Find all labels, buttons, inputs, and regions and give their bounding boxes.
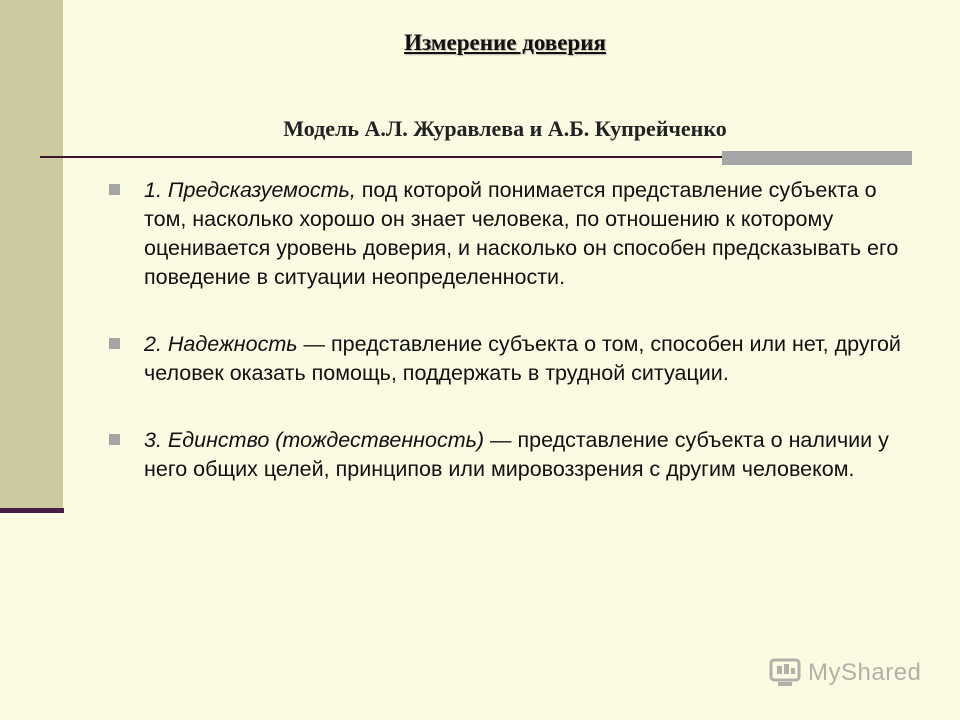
square-bullet-icon xyxy=(109,184,120,195)
slide-title: Измерение доверия xyxy=(404,30,606,55)
bullet-text: — представление субъекта о том, способен или нет, другой человек оказать помощь, поддержать в трудной ситуации. xyxy=(144,332,901,385)
list-item xyxy=(106,330,906,388)
bullet-text: под которой понимается представление субъекта о том, насколько хорошо он знает человека, по отношению к которому оценивается уровень доверия, и насколько он способен предсказывать его поведение в ситуации неопределенности. xyxy=(144,178,899,289)
bullet-term: 3. Единство (тождественность) xyxy=(144,428,485,452)
list-item xyxy=(106,426,906,484)
bullet-term: 2. Надежность xyxy=(144,332,298,356)
square-bullet-icon xyxy=(109,338,120,349)
myshared-logo-icon xyxy=(768,658,802,688)
bullet-term: 1. Предсказуемость, xyxy=(144,178,356,202)
side-accent-rule xyxy=(0,508,64,513)
list-item xyxy=(106,176,906,292)
myshared-watermark xyxy=(768,658,921,688)
square-bullet-icon xyxy=(109,434,120,445)
bullet-text: — представление субъекта о наличии у него общих целей, принципов или мировоззрения с другим человеком. xyxy=(144,428,889,481)
bullet-list xyxy=(106,176,906,522)
side-band xyxy=(0,0,63,513)
header-divider-bar xyxy=(722,151,912,165)
slide-subtitle: Модель А.Л. Журавлева и А.Б. Купрейченко xyxy=(283,116,727,141)
watermark-text: MyShared xyxy=(808,659,922,686)
